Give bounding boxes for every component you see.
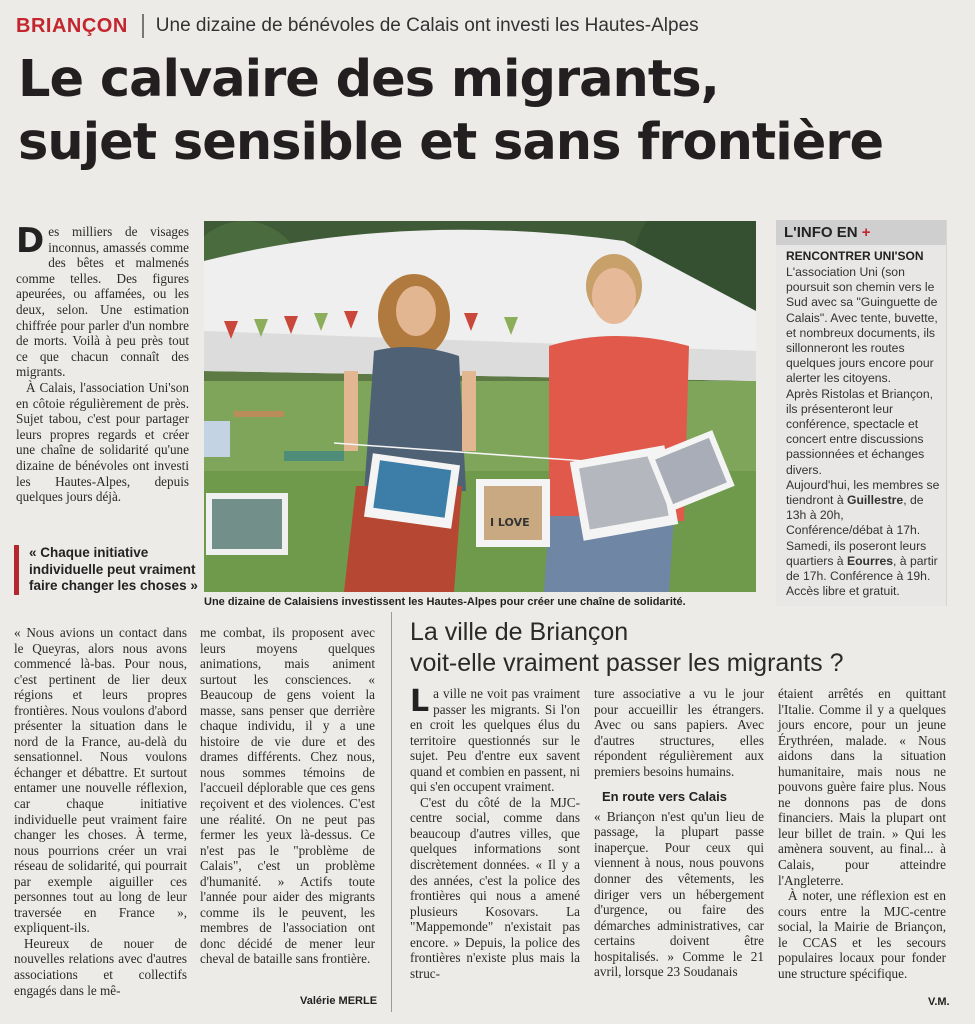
- intertitle: En route vers Calais: [602, 789, 727, 805]
- photo-sign-text: I LOVE: [490, 516, 530, 529]
- column-divider: [391, 612, 392, 1012]
- pull-quote: « Chaque initiative individuelle peut vraiment faire changer les choses »: [14, 545, 199, 595]
- article-column-1: [14, 625, 187, 998]
- headline-line1: Le calvaire des migrants,: [18, 50, 719, 109]
- kicker-separator: [142, 14, 144, 38]
- col3-paragraph-2: C'est du côté de la MJC-centre social, comme dans beaucoup d'autres villes, que quelques informations sont discrètement données. « Il y a des années, c'est la police des frontières qui nous a amené plusieurs Kosovars. La "Mappemonde" n'existait pas encore. » Depuis, la police des frontières n'existe plus mais la struc-: [410, 794, 580, 981]
- sub-article-dropcap: L: [410, 684, 430, 719]
- col2-paragraph-1: me combat, ils proposent avec leurs moyens quelques animations, mais animent surtout les consciences. « Beaucoup de gens voient la masse, sans penser que derrière chaque individu, il y a une histoire de vie dure et des drames différents. Chez nous, nous sommes témoins de l'accueil déplorable que ces gens reçoivent et des violences. C'est une réalité. On ne peut pas fermer les yeux là-dessus. Ce n'est pas le "problème de Calais", c'est un problème d'humanité. » Actifs toute l'année pour aider des migrants comme ils le peuvent, les membres de l'association ont donc décidé de mener leur cheval de bataille sans frontière.: [200, 625, 375, 967]
- article-column-2: [200, 625, 375, 967]
- info-p3-part-e: , à partir de 17h. Conférence à 19h. Accès libre et gratuit.: [786, 553, 938, 599]
- headline: [18, 48, 958, 174]
- info-paragraph-3: [786, 478, 940, 600]
- sub-article-column-3: [778, 686, 946, 981]
- col3-text-1: a ville ne voit pas vraiment passer les migrants. Si l'on en croit les quelques élus du territoire questionnés sur le sujet. Peu d'entre eux savent quand et combien en passent, ni qui s'en occupent vraiment.: [410, 686, 580, 795]
- col1-paragraph-1: « Nous avions un contact dans le Queyras, alors nous avons commencé là-bas. Pour nous, c'est pertinent de lier deux régions et leurs propres frontières. Nous voulons d'abord présenter la situation dans le nord de la France, au-delà du sensationnel. Nous voulons échanger et débattre. Et surtout entamer une nouvelle réflexion, car chaque initiative individuelle peut vraiment faire changer les choses. À terme, nous pourrions créer un vrai réseau de solidarité, qui pourrait par exemple aiguiller ces personnes tout au long de leur traversée en France », expliquent-ils.: [14, 625, 187, 936]
- col1-paragraph-2: Heureux de nouer de nouvelles relations avec d'autres associations et collectifs engagés dans le mê-: [14, 935, 187, 998]
- info-place-guillestre: Guillestre: [846, 493, 904, 508]
- info-p3-part-c: , de 13h à 20h, Conférence/débat à 17h. Samedi, ils poseront leurs quartiers à: [786, 493, 927, 568]
- subtitle-line2: voit-elle vraiment passer les migrants ?: [410, 649, 844, 677]
- article-photo: [204, 221, 756, 592]
- intro-dropcap: D: [16, 221, 45, 261]
- byline: Valérie MERLE: [300, 995, 378, 1007]
- col4-paragraph-1: ture associative a vu le jour pour accueillir les étrangers. Avec ou sans papiers. Avec d'autres structures, elles répondent régulièrement aux premiers besoins humains.: [594, 686, 764, 779]
- sub-article-column-1: [410, 686, 580, 981]
- kicker-deck: Une dizaine de bénévoles de Calais ont investi les Hautes-Alpes: [155, 15, 699, 36]
- info-paragraph-2: Après Ristolas et Briançon, ils présenteront leur conférence, spectacle et concert entre discussions passionnées et échanges divers.: [786, 386, 933, 477]
- col3-paragraph-1: [410, 686, 580, 795]
- intro-paragraph-2: À Calais, l'association Uni'son en côtoie régulièrement de près. Sujet tabou, c'est pour partager leurs propres regards et créer une chaîne de solidarité qu'une dizaine de bénévoles ont investi les Hautes-Alpes, depuis quelques jours déjà.: [16, 379, 189, 505]
- intro-paragraph-1: [16, 221, 189, 380]
- info-p3-part-a: Aujourd'hui, les membres se tiendront à: [786, 477, 940, 508]
- plus-icon: +: [861, 224, 871, 241]
- info-paragraph-1: L'association Uni (son poursuit son chemin vers le Sud avec sa "Guinguette de Calais". Avec tente, buvette, et nombreux documents, ils sillonneront les routes quelques jours encore pour alerter les citoyens.: [786, 265, 938, 386]
- intro-column: [16, 221, 189, 505]
- col4-paragraph-2: « Briançon n'est qu'un lieu de passage, la plupart passe inaperçue. Pour ceux qui viennent à nous, nous pouvons donner des vêtements, les diriger vers un hébergement d'urgence, ou faire des démarches administratives, car certains doivent être hospitalisés. » Comme le 21 avril, lorsque 23 Soudanais: [594, 808, 764, 980]
- sub-article-column-2: [594, 686, 764, 980]
- headline-line2: sujet sensible et sans frontière: [18, 113, 884, 172]
- signature: V.M.: [928, 996, 950, 1008]
- intro-text-1: es milliers de visages inconnus, amassés comme des bêtes et malmenés comme telles. Des figures apeurées, ou affamées, ou les deux, selon. Une estimation chiffrée pour parler d'un nombre de morts. Voilà à peu près tout ce que chacun connaît des migrants.: [16, 224, 189, 380]
- info-place-eourres: Eourres: [846, 553, 894, 568]
- col5-paragraph-1: étaient arrêtés en quittant l'Italie. Comme il y a quelques jours encore, pour un jeune Érythréen, malade. « Nous aidons dans la situation humanitaire, mais nous ne pouvons guère faire plus. Nous ne donnons pas de dons financiers. Mais la plupart ont leur billet de train. » Qui les amènera souvent, au final... à Calais, pour atteindre l'Angleterre.: [778, 686, 946, 888]
- info-body: [786, 265, 940, 599]
- info-sidebar: [776, 220, 947, 606]
- photo-caption: Une dizaine de Calaisiens investissent les Hautes-Alpes pour créer une chaîne de solidarité.: [204, 596, 686, 608]
- kicker-place: BRIANÇON: [16, 14, 128, 37]
- subtitle-line1: La ville de Briançon: [410, 618, 629, 646]
- sub-article-title: [410, 617, 950, 679]
- kicker: [16, 12, 699, 40]
- info-tag-label: L'INFO EN: [784, 224, 858, 241]
- info-subhead: RENCONTRER UNI'SON: [786, 249, 924, 263]
- info-tag: [776, 220, 946, 245]
- col5-paragraph-2: À noter, une réflexion est en cours entre la MJC-centre social, la Mairie de Briançon, le CCAS et les secours populaires locaux pour fonder une structure spécifique.: [778, 888, 946, 981]
